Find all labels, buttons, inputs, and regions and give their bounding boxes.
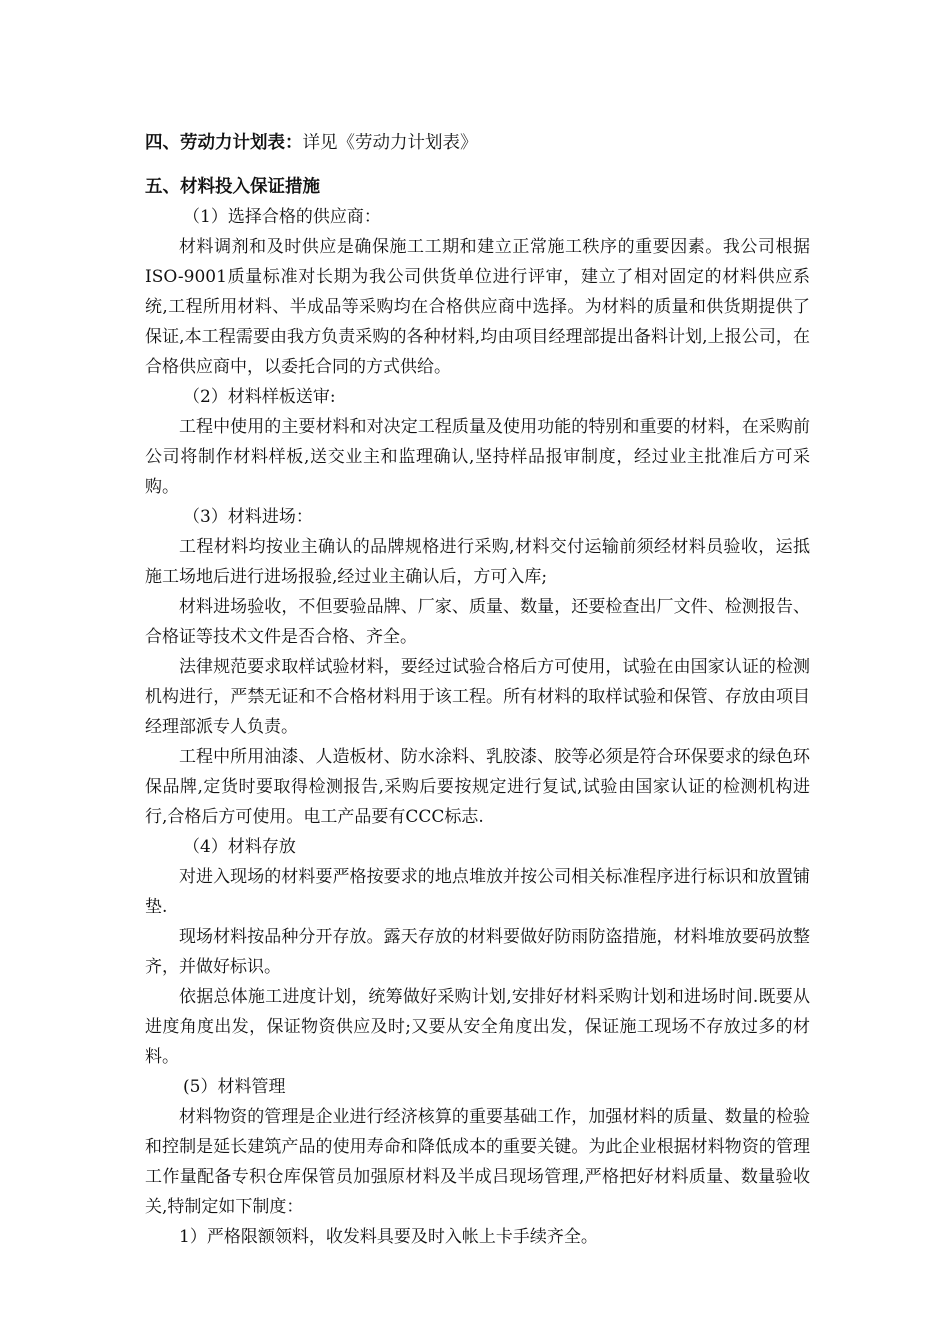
section-4-title: 四、劳动力计划表：	[145, 133, 303, 153]
subsection-1-paragraph: 材料调剂和及时供应是确保施工工期和建立正常施工秩序的重要因素。我公司根据ISO-9001质量标准对长期为我公司供货单位进行评审，建立了相对固定的材料供应系统,工程所用材料、半成品等采购均在合格供应商中选择。为材料的质量和供货期提供了保证,本工程需要由我方负责采购的各种材料,均由项目经理部提出备料计划,上报公司，在合格供应商中，以委托合同的方式供给。	[145, 237, 810, 377]
section-5-heading: 五、材料投入保证措施	[145, 177, 320, 197]
subsection-4-paragraph-3: 依据总体施工进度计划，统筹做好采购计划,安排好材料采购计划和进场时间.既要从进度角度出发，保证物资供应及时;又要从安全角度出发，保证施工现场不存放过多的材料。	[145, 987, 810, 1067]
subsection-2-paragraph: 工程中使用的主要材料和对决定工程质量及使用功能的特别和重要的材料，在采购前公司将制作材料样板,送交业主和监理确认,坚持样品报审制度，经过业主批准后方可采购。	[145, 417, 810, 497]
subsection-4-paragraph-1: 对进入现场的材料要严格按要求的地点堆放并按公司相关标准程序进行标识和放置铺垫.	[145, 867, 810, 917]
subsection-5-paragraph-1: 材料物资的管理是企业进行经济核算的重要基础工作，加强材料的质量、数量的检验和控制是延长建筑产品的使用寿命和降低成本的重要关键。为此企业根据材料物资的管理工作量配备专积仓库保管员加强原材料及半成吕现场管理,严格把好材料质量、数量验收关,特制定如下制度：	[145, 1107, 810, 1217]
subsection-3-paragraph-3: 法律规范要求取样试验材料，要经过试验合格后方可使用，试验在由国家认证的检测机构进行，严禁无证和不合格材料用于该工程。所有材料的取样试验和保管、存放由项目经理部派专人负责。	[145, 657, 810, 737]
subsection-1-title: （1）选择合格的供应商：	[183, 207, 381, 227]
subsection-3-paragraph-1: 工程材料均按业主确认的品牌规格进行采购,材料交付运输前须经材料员验收，运抵施工场地后进行进场报验,经过业主确认后，方可入库;	[145, 537, 810, 587]
section-4-heading	[145, 128, 810, 158]
subsection-5-title: (5）材料管理	[183, 1077, 286, 1097]
subsection-5-paragraph-2: 1）严格限额领料，收发料具要及时入帐上卡手续齐全。	[179, 1227, 598, 1247]
document-body	[145, 128, 810, 1252]
subsection-3-title: （3）材料进场：	[183, 507, 313, 527]
subsection-3-paragraph-4: 工程中所用油漆、人造板材、防水涂料、乳胶漆、胶等必须是符合环保要求的绿色环保品牌,定货时要取得检测报告,采购后要按规定进行复试,试验由国家认证的检测机构进行,合格后方可使用。电工产品要有CCC标志.	[145, 747, 810, 827]
subsection-3-paragraph-2: 材料进场验收，不但要验品牌、厂家、质量、数量，还要检查出厂文件、检测报告、合格证等技术文件是否合格、齐全。	[145, 597, 810, 647]
subsection-4-paragraph-2: 现场材料按品种分开存放。露天存放的材料要做好防雨防盗措施，材料堆放要码放整齐，并做好标识。	[145, 927, 810, 977]
subsection-2-title: （2）材料样板送审:	[183, 387, 336, 407]
subsection-4-title: （4）材料存放	[183, 837, 296, 857]
section-4-detail: 详见《劳动力计划表》	[302, 133, 478, 153]
